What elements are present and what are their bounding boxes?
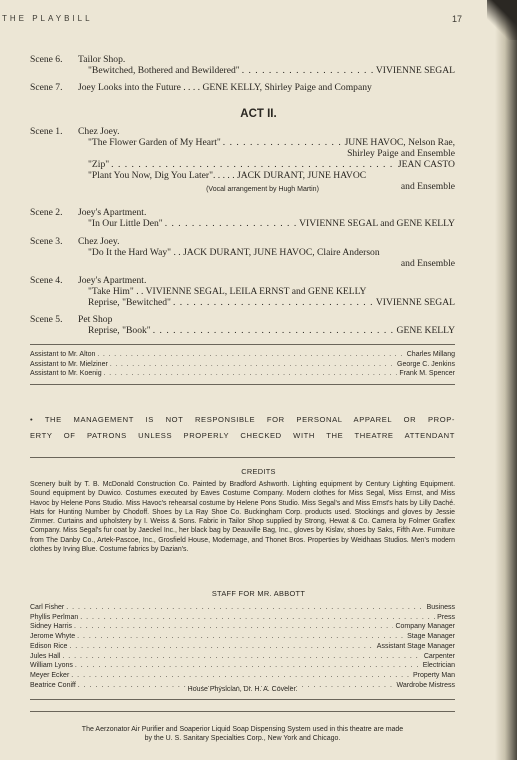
song-title: Reprise, "Book": [88, 325, 151, 336]
footer-line: The Aerzonator Air Purifier and Soaperior Liquid Soap Dispensing System used in this theatre are made: [81, 726, 404, 733]
song-line: "Do It the Hard Way" . . JACK DURANT, JUNE HAVOC, Claire Anderson: [88, 247, 380, 258]
scene-place: Pet Shop: [78, 314, 113, 325]
vocal-arrangement-note: (Vocal arrangement by Hugh Martin): [206, 186, 319, 193]
staff-row: [30, 642, 455, 652]
act2-scene-2: [30, 207, 455, 229]
staff-row: [30, 671, 455, 681]
song-performer-cont: and Ensemble: [400, 258, 455, 269]
scene-place: Tailor Shop.: [78, 54, 126, 65]
running-header: [0, 14, 490, 28]
staff-role: Carpenter: [423, 652, 455, 660]
staff-row: [30, 661, 455, 671]
assistant-role: Assistant to Mr. Alton: [30, 351, 96, 358]
staff-row: [30, 613, 455, 623]
staff-role: Company Manager: [395, 623, 455, 631]
staff-heading: STAFF FOR MR. ABBOTT: [211, 589, 306, 598]
footer-note: [30, 725, 455, 744]
scene-label: Scene 7.: [30, 82, 63, 93]
scene-label: Scene 1.: [30, 126, 63, 137]
assistant-role: Assistant to Mr. Koenig: [30, 370, 102, 378]
song-line: "Plant You Now, Dig You Later". . . . . JACK DURANT, JUNE HAVOC: [88, 170, 367, 181]
act2-scene-3: [30, 236, 455, 269]
staff-name: Meyer Ecker: [30, 671, 70, 679]
staff-row: [30, 652, 455, 662]
song-title: "Bewitched, Bothered and Bewildered": [88, 65, 240, 76]
act2-scene-5: [30, 314, 455, 336]
song-performer: VIVIENNE SEGAL: [375, 297, 455, 308]
scene-place: Chez Joey.: [78, 236, 120, 247]
divider: [30, 384, 455, 385]
divider: [30, 699, 455, 700]
assistant-row: [30, 369, 455, 379]
scene-label: Scene 3.: [30, 236, 63, 247]
staff-name: Jules Hall: [30, 652, 61, 660]
act1-scene-6: [30, 54, 455, 76]
scene-place: Joey's Apartment.: [78, 207, 147, 218]
staff-name: Jerome Whyte: [30, 633, 76, 641]
staff-name: Carl Fisher: [30, 604, 65, 611]
staff-name: Phyllis Perlman: [30, 613, 79, 621]
staff-name: Sidney Harris: [30, 623, 73, 631]
staff-name: Edison Rice: [30, 642, 68, 650]
staff-role: Wardrobe Mistress: [396, 681, 455, 689]
staff-role: Property Man: [412, 671, 455, 679]
scene-place: Chez Joey.: [78, 126, 120, 137]
staff-role: Business: [426, 604, 455, 611]
house-physician: House Physician, Dr. H. A. Coveler.: [187, 686, 298, 693]
staff-role: Stage Manager: [407, 633, 455, 641]
staff-name: Beatrice Coniff: [30, 681, 76, 689]
credits-text: Scenery built by T. B. McDonald Construction Co. Painted by Bradford Ashworth. Lighting equipment by Century Lighting Equipment. Sound equipment by Duwico. Costumes executed by Eaves Costume Company. Modern clothes for Miss Segal, Miss Ernst, and Miss Havoc by Helene Pons Studio. Miss Havoc's rehearsal costume by Helene Pons Studio. Miss Segal's and Miss Ernst's hats by Lilly Daché. Hats for Hunting Number by Chodoff. Shoes by La Ray Shoe Co. Buckingham Corp. products used. Stockings and gloves by Jessie Zimmer. Curtains and upholstery by I. Weiss & Sons. Fabric in Tailor Shop supplied by Strong, Hewat & Co. Camera by Folmer Graflex Company. Miss Segal's fur coat by Jaeckel Inc., her black bag by Deauville Bag, Inc., gloves by Kislav, shoes by Saks, Fifth Ave. Furniture from The Danby Co., Artek-Pascoe, Inc., Grosfield House, Modernage, and Thonet Bros. Properties by Weidhaas Studios. Men's modern clothes by Irving Blue. Costume fabrics by Dazian's.: [30, 481, 455, 554]
staff-role: Assistant Stage Manager: [376, 642, 455, 650]
assistant-name: Frank M. Spencer: [399, 370, 455, 378]
song-title: "The Flower Garden of My Heart": [88, 137, 221, 148]
assistant-role: Assistant to Mr. Mielziner: [30, 360, 108, 368]
act-title: ACT II.: [240, 108, 277, 120]
staff-list: [30, 603, 455, 690]
act2-scene-4: [30, 275, 455, 308]
song-performer: GENE KELLY: [396, 325, 455, 336]
staff-row: [30, 603, 455, 613]
song-performer: VIVIENNE SEGAL: [375, 65, 455, 76]
staff-row: [30, 622, 455, 632]
scene-label: Scene 5.: [30, 314, 63, 325]
song-title: "Zip": [88, 159, 110, 170]
scene-place: Joey's Apartment.: [78, 275, 147, 286]
song-performer: JUNE HAVOC, Nelson Rae,: [344, 137, 455, 148]
management-notice: [30, 412, 455, 444]
page-number: 17: [451, 14, 462, 24]
divider: [30, 344, 455, 345]
staff-row: [30, 632, 455, 642]
song-performer: JEAN CASTO: [397, 159, 455, 170]
song-title: Reprise, "Bewitched": [88, 297, 171, 308]
song-title: "In Our Little Den": [88, 218, 163, 229]
song-line: "Take Him" . . VIVIENNE SEGAL, LEILA ERNST and GENE KELLY: [88, 286, 367, 297]
staff-role: Electrician: [422, 662, 455, 670]
divider: [30, 457, 455, 458]
assistant-row: [30, 360, 455, 370]
divider: [30, 711, 455, 712]
assistant-name: Charles Millang: [406, 351, 455, 358]
song-performer-cont: and Ensemble: [400, 181, 455, 192]
notice-line: • THE MANAGEMENT IS NOT RESPONSIBLE FOR PERSONAL APPAREL OR PROP-: [30, 415, 455, 424]
credits-heading: CREDITS: [241, 467, 276, 476]
assistant-row: [30, 350, 455, 360]
song-performer-cont: Shirley Paige and Ensemble: [347, 148, 455, 159]
assistants-list: [30, 350, 455, 379]
staff-name: William Lyons: [30, 662, 73, 670]
footer-line: by the U. S. Sanitary Specialties Corp., New York and Chicago.: [144, 735, 341, 743]
page-corner-shadow: [487, 0, 517, 40]
act1-scene-7: [30, 82, 455, 93]
scene-label: Scene 6.: [30, 54, 63, 65]
song-performer: VIVIENNE SEGAL and GENE KELLY: [299, 218, 455, 229]
notice-line: ERTY OF PATRONS UNLESS PROPERLY CHECKED WITH THE THEATRE ATTENDANT: [30, 431, 455, 440]
staff-role: Press: [437, 613, 455, 621]
scene-place: Joey Looks into the Future . . . . GENE KELLY, Shirley Paige and Company: [78, 82, 372, 93]
scene-label: Scene 2.: [30, 207, 63, 218]
publication-title: THE PLAYBILL: [2, 14, 93, 23]
scene-label: Scene 4.: [30, 275, 63, 286]
assistant-name: George C. Jenkins: [397, 360, 455, 368]
